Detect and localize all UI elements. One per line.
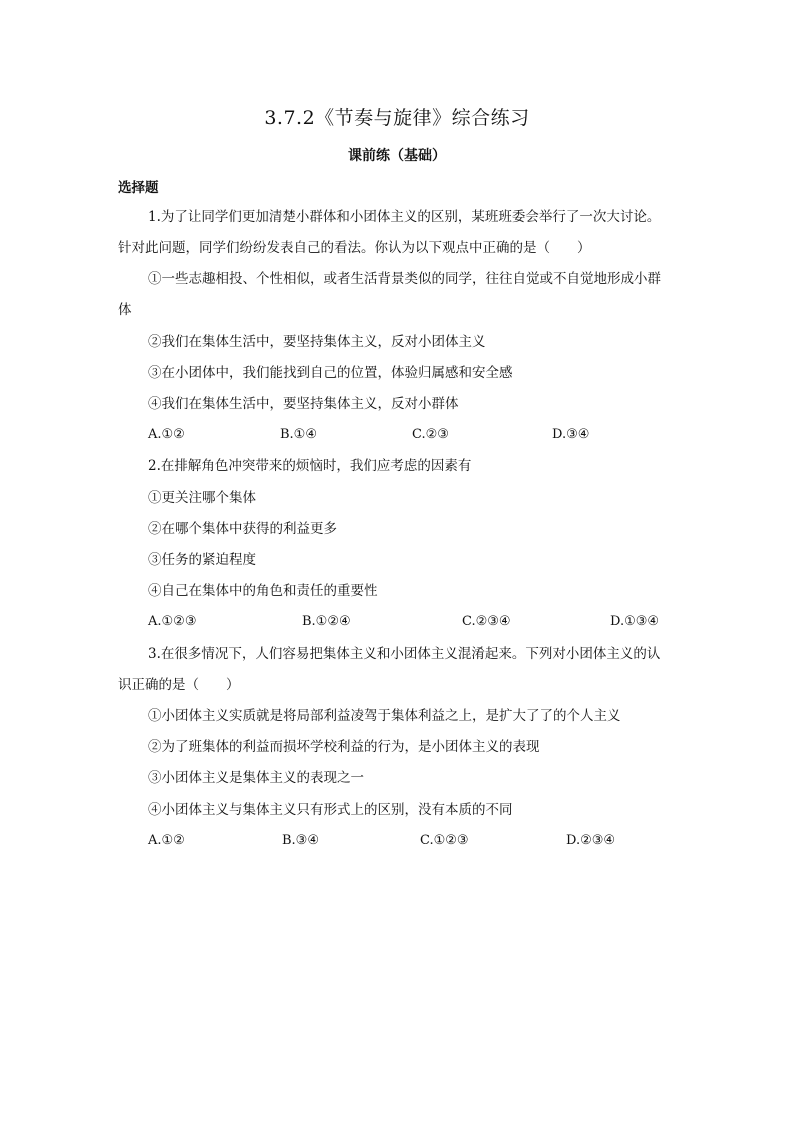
question-3-statement: ③小团体主义是集体主义的表现之一 [148, 770, 364, 786]
question-2-stem-line-1: 2.在排解角色冲突带来的烦恼时，我们应考虑的因素有 [148, 458, 472, 474]
question-3-options [148, 832, 648, 850]
option-b: B.①④ [280, 427, 317, 442]
question-2-statement: ①更关注哪个集体 [148, 490, 256, 506]
question-1-statement: 体 [118, 302, 132, 318]
section-heading: 选择题 [118, 180, 159, 196]
option-b: B.①②④ [302, 614, 351, 629]
option-a: A.①② [148, 833, 185, 848]
question-1-options [148, 426, 668, 444]
option-d: D.①③④ [610, 614, 660, 629]
option-c: C.②③ [412, 427, 449, 442]
question-2-options [148, 613, 678, 631]
question-1-statement: ①一些志趣相投、个性相似，或者生活背景类似的同学，往往自觉或不自觉地形成小群 [148, 271, 661, 287]
page-title: 3.7.2《节奏与旋律》综合练习 [264, 107, 530, 129]
question-3-statement: ②为了班集体的利益而损坏学校利益的行为，是小团体主义的表现 [148, 739, 540, 755]
question-1-stem-line-1: 1.为了让同学们更加清楚小群体和小团体主义的区别，某班班委会举行了一次大讨论。 [148, 209, 661, 225]
option-a: A.①②③ [148, 614, 197, 629]
option-c: C.②③④ [462, 614, 511, 629]
question-1-statement: ②我们在集体生活中，要坚持集体主义，反对小团体主义 [148, 334, 486, 350]
question-3-statement: ①小团体主义实质就是将局部利益凌驾于集体利益之上，是扩大了了的个人主义 [148, 708, 621, 724]
option-d: D.③④ [552, 427, 590, 442]
question-2-statement: ③任务的紧迫程度 [148, 552, 256, 568]
question-3-stem-line-2: 识正确的是（ ） [118, 677, 240, 693]
question-2-statement: ②在哪个集体中获得的利益更多 [148, 521, 337, 537]
question-3-stem-line-1: 3.在很多情况下，人们容易把集体主义和小团体主义混淆起来。下列对小团体主义的认 [148, 646, 661, 662]
option-d: D.②③④ [566, 833, 616, 848]
option-b: B.③④ [282, 833, 319, 848]
question-1-statement: ③在小团体中，我们能找到自己的位置，体验归属感和安全感 [148, 365, 513, 381]
page-subtitle: 课前练（基础） [348, 148, 446, 164]
question-1-statement: ④我们在集体生活中，要坚持集体主义，反对小群体 [148, 396, 459, 412]
question-3-statement: ④小团体主义与集体主义只有形式上的区别，没有本质的不同 [148, 802, 513, 818]
option-a: A.①② [148, 427, 185, 442]
question-1-stem-line-2: 针对此问题，同学们纷纷发表自己的看法。你认为以下观点中正确的是（ ） [118, 240, 591, 256]
question-2-statement: ④自己在集体中的角色和责任的重要性 [148, 583, 378, 599]
option-c: C.①②③ [420, 833, 469, 848]
